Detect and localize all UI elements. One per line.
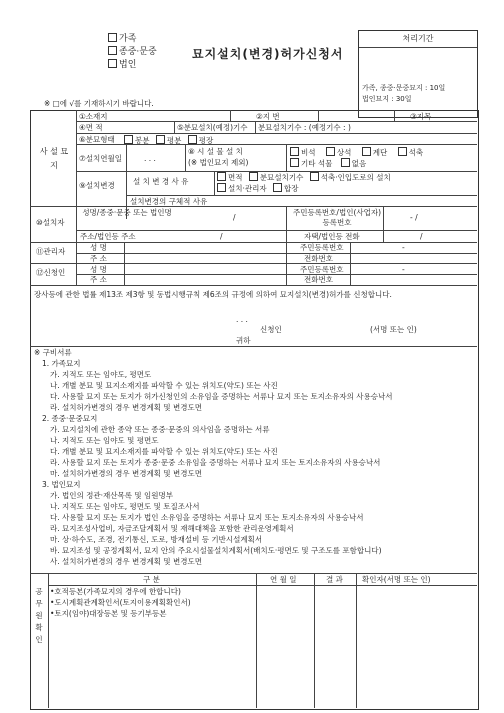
applicant-address-label: 주 소 (90, 275, 107, 284)
processing-corp: 법인묘지 : 30일 (362, 95, 412, 103)
col-date: 연 월 일 (270, 575, 297, 584)
change-opt-label: 설치·관리자 (228, 184, 267, 193)
signer-label: 신청인 (260, 325, 282, 334)
installer-id-value[interactable]: - / (410, 213, 418, 222)
col-item: 구 분 (143, 575, 160, 584)
checkbox-icon[interactable] (156, 135, 165, 144)
processing-box (358, 30, 478, 118)
checkbox-icon[interactable] (310, 172, 319, 181)
installer-phone-value[interactable]: / (420, 232, 423, 241)
form-title: 묘지설치(변경)허가신청서 (192, 47, 344, 61)
checkbox-icon[interactable] (108, 46, 117, 55)
document-line: 나. 지적도 또는 임야도, 평면도 및 토질조사서 (50, 502, 200, 511)
document-line: 다. 개별 분묘 및 묘지소재지를 파악할 수 있는 위치도(약도) 또는 사진 (50, 447, 278, 456)
checkbox-icon[interactable] (108, 33, 117, 42)
facility-opt-label: 계단 (372, 148, 388, 157)
document-line: 다. 사용할 묘지 또는 토지가 허가신청인의 소유임을 증명하는 서류나 묘지 또는 토지소유자의 사용승낙서 (50, 392, 393, 401)
facility-opt-label: 상석 (336, 148, 352, 157)
change-options-1[interactable] (217, 172, 391, 182)
form-opt-label: 평장 (198, 136, 214, 145)
checkbox-icon[interactable] (217, 172, 226, 181)
facility-options-2[interactable] (290, 158, 366, 168)
change-reason-label: 설 치 변 경 사 유 (133, 177, 189, 186)
col-confirm: 확인자(서명 또는 인) (362, 575, 431, 584)
checkbox-icon[interactable] (290, 158, 299, 167)
change-detail-label: 설치변경의 구체적 사유 (130, 197, 208, 206)
to-label: 귀하 (236, 336, 251, 345)
checkbox-icon[interactable] (341, 158, 350, 167)
change-opt-label: 석축·인입도로의 설치 (320, 173, 391, 182)
form-options[interactable] (124, 135, 213, 145)
checkbox-icon[interactable] (362, 147, 371, 156)
check-item: •호적등본(가족묘지의 경우에 한합니다) (50, 587, 181, 596)
check-item: •토지(임야)대장등본 및 등기부등본 (50, 609, 167, 618)
form-opt-label: 평분 (166, 136, 182, 145)
grave-count-label: 분묘설치기수 : (예정기수 : ) (258, 123, 351, 132)
documents-heading: ※ 구비서류 (34, 348, 72, 357)
installer-name-label: 성명/종중·문중 또는 법인명 (82, 208, 172, 217)
applicant-id-label: 주민등록번호 (300, 265, 344, 274)
manager-address-label: 주 소 (90, 254, 107, 263)
manager-name-label: 성 명 (90, 243, 107, 252)
category-label: ③지목 (410, 112, 432, 121)
manager-id-label: 주민등록번호 (300, 243, 344, 252)
manager-id-value[interactable]: - (402, 243, 405, 252)
declaration-text: 장사등에 관한 법률 제13조 제3항 및 동법시행규칙 제6조의 규정에 의하여 묘지설치(변경)허가를 신청합니다. (34, 290, 392, 299)
change-opt-label: 분묘설치기수 (259, 173, 304, 182)
facility-opt-label: 석축 (408, 148, 424, 157)
facility-options-1[interactable] (290, 147, 423, 157)
declaration-date[interactable]: . . . (236, 315, 248, 324)
document-line: 마. 설치허가변경의 경우 변경계획 및 변경도면 (50, 469, 202, 478)
option-clan[interactable] (108, 46, 157, 58)
checkbox-icon[interactable] (290, 147, 299, 156)
processing-family: 가족, 종중·문중묘지 : 10일 (362, 84, 446, 92)
change-options-2[interactable] (217, 183, 299, 193)
year-label: ⑦설치연월일 (79, 154, 122, 163)
signature-label: (서명 또는 인) (370, 325, 417, 334)
checkbox-icon[interactable] (398, 147, 407, 156)
lot-label: ②지 번 (256, 112, 280, 121)
document-line: 나. 지적도 또는 임야도 및 평면도 (50, 436, 159, 445)
document-line: 라. 설치허가변경의 경우 변경계획 및 변경도면 (50, 403, 202, 412)
installer-phone-label: 자택/법인등 전화 (304, 232, 360, 241)
document-line: 나. 개별 분묘 및 묘지소재지를 파악할 수 있는 위치도(약도) 또는 사진 (50, 381, 278, 390)
check-note: ※ □에 √를 기재하시기 바랍니다. (44, 99, 154, 108)
document-line: 사. 설치허가변경의 경우 변경계획 및 변경도면 (50, 557, 202, 566)
checkbox-icon[interactable] (273, 183, 282, 192)
check-item: •도시계획관계확인서(토지이용계획확인서) (50, 598, 191, 607)
manager-label: ⑪관리자 (36, 247, 66, 256)
grave-area-label: ⑤분묘설치(예정)기수 (177, 123, 248, 132)
applicant-name-label: 성 명 (90, 265, 107, 274)
facility-opt-label: 없음 (351, 159, 367, 168)
location-label: ①소재지 (79, 112, 108, 121)
document-line: 라. 묘지조성사업비, 자금조달계획서 및 재해대책을 포함한 관리운영계획서 (50, 524, 294, 533)
site-section-label: 사 설 묘 지 (39, 147, 69, 170)
form-opt-label: 봉분 (135, 136, 150, 145)
checkbox-icon[interactable] (217, 183, 226, 192)
change-opt-label: 합장 (284, 184, 299, 193)
applicant-id-value[interactable]: - (402, 265, 405, 274)
option-clan-label: 종중·문중 (119, 47, 157, 57)
installer-address-slash: / (220, 232, 223, 241)
document-line: 3. 법인묘지 (42, 480, 81, 489)
document-line: 1. 가족묘지 (42, 359, 81, 368)
facility-opt-label: 비석 (301, 148, 316, 157)
facility-label: ⑧ 시 설 물 설 치 (188, 147, 243, 156)
option-corporation[interactable] (108, 59, 136, 71)
facility-opt-label: 기타 석물 (301, 159, 333, 168)
area-label: ④면 적 (79, 123, 103, 132)
checkbox-icon[interactable] (188, 135, 197, 144)
form-label: ⑥분묘형태 (79, 135, 115, 144)
public-check-label: 공 무 원 확 인 (35, 587, 43, 644)
change-opt-label: 면적 (228, 173, 243, 182)
document-line: 가. 법인의 정관·재산목록 및 임원명부 (50, 491, 173, 500)
document-line: 바. 묘지조성 및 공정계획서, 묘지 안의 주요시설물설치계획서(배치도·평면도 및 구조도를 포함합니다) (50, 546, 382, 555)
manager-phone-label: 전화번호 (304, 254, 333, 263)
change-label: ⑨설치변경 (79, 181, 115, 190)
applicant-phone-label: 전화번호 (304, 275, 333, 284)
document-line: 가. 지적도 또는 임야도, 평면도 (50, 370, 152, 379)
col-result: 결 과 (326, 575, 343, 584)
document-line: 가. 묘지설치에 관한 종약 또는 종중·문중의 의사임을 증명하는 서류 (50, 425, 270, 434)
installer-label: ⑩설치자 (36, 218, 65, 227)
facility-sub: (※ 법인묘지 제외) (188, 158, 249, 167)
document-line: 라. 사용할 묘지 또는 토지가 종중·문중 소유임을 증명하는 서류나 묘지 또는 토지소유자의 사용승낙서 (50, 458, 381, 467)
processing-label: 처리기간 (402, 34, 434, 43)
installer-id-label: 주민등록번호/법인(사업자)등록번호 (292, 208, 382, 227)
checkbox-icon[interactable] (249, 172, 258, 181)
year-value[interactable]: . . . (144, 154, 156, 163)
installer-slash: / (233, 213, 236, 222)
document-line: 다. 사용할 묘지 또는 토지가 법인 소유임을 증명하는 서류나 묘지 또는 토지소유자의 사용승낙서 (50, 513, 364, 522)
documents-list (42, 358, 474, 567)
option-family-label: 가족 (119, 34, 137, 44)
installer-address-label: 주소/법인등 주소 (80, 232, 136, 241)
option-family[interactable] (108, 33, 136, 45)
option-corporation-label: 법인 (119, 60, 137, 70)
checkbox-icon[interactable] (108, 59, 117, 68)
document-line: 2. 종중·문중묘지 (42, 414, 98, 423)
applicant-label: ⑫신청인 (36, 268, 66, 277)
checkbox-icon[interactable] (124, 135, 133, 144)
checkbox-icon[interactable] (326, 147, 335, 156)
document-line: 마. 상·하수도, 조경, 전기통신, 도로, 방재설비 등 기반시설계획서 (50, 535, 263, 544)
